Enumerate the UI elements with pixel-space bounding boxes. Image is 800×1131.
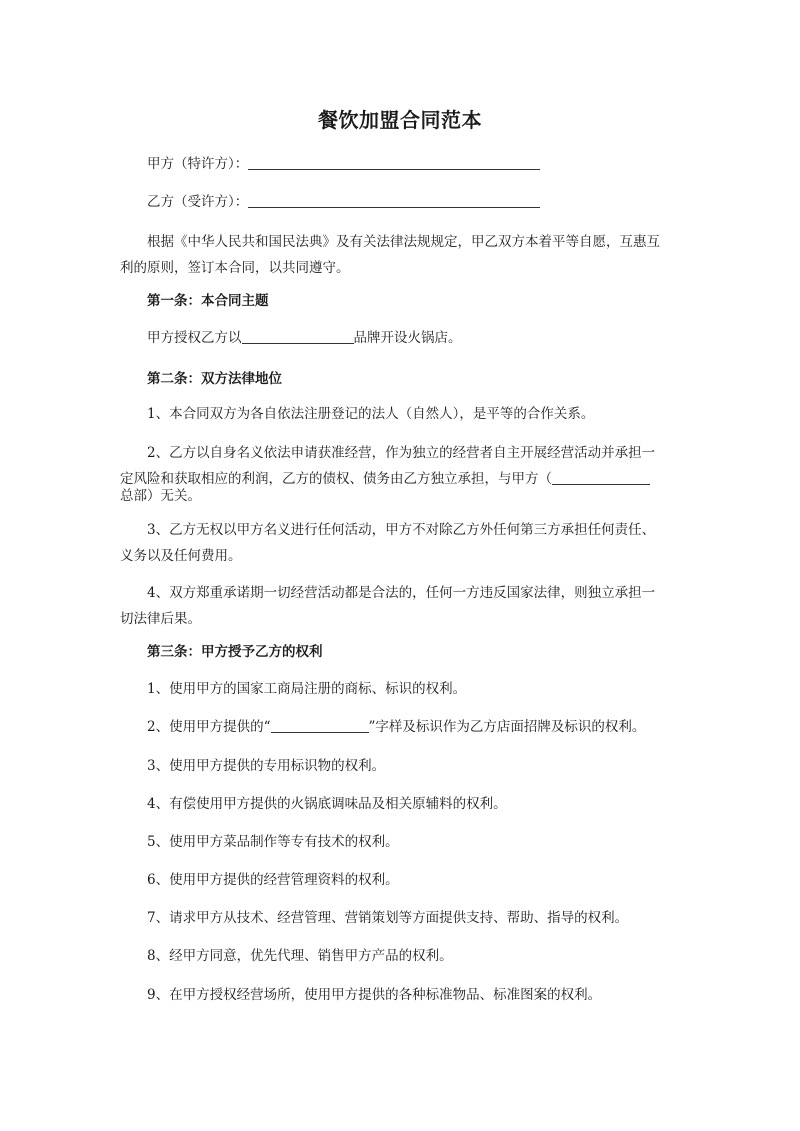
article-2-item-2-line-3: 总部）无关。 (120, 488, 201, 504)
intro-line-2: 利的原则，签订本合同，以共同遵守。 (120, 260, 350, 276)
party-a-label: 甲方（特许方）： (147, 156, 249, 172)
article-3-item-2-before: 2、使用甲方提供的“ (147, 719, 271, 735)
article-3-item-6: 6、使用甲方提供的经营管理资料的权利。 (147, 872, 399, 888)
article-3-item-2-after: ”字样及标识作为乙方店面招牌及标识的权利。 (368, 719, 646, 735)
article-1-heading: 第一条：本合同主题 (147, 293, 269, 309)
party-a-line (120, 151, 717, 177)
article-2-item-3-line-2: 义务以及任何费用。 (120, 548, 242, 564)
article-3-item-5: 5、使用甲方菜品制作等专有技术的权利。 (147, 834, 399, 850)
article-3-item-4: 4、有偿使用甲方提供的火锅底调味品及相关原辅料的权利。 (147, 796, 507, 812)
party-b-label: 乙方（受许方）： (147, 194, 249, 210)
article-3-heading: 第三条：甲方授予乙方的权利 (147, 644, 323, 660)
document-title: 餐饮加盟合同范本 (318, 108, 482, 132)
article-1-text-after: 品牌开设火锅店。 (353, 330, 462, 346)
article-3-item-1: 1、使用甲方的国家工商局注册的商标、标识的权利。 (147, 681, 467, 697)
article-2-item-4-line-2: 切法律后果。 (120, 611, 201, 627)
party-b-line (120, 189, 717, 215)
article-1-text (120, 325, 717, 351)
article-2-item-2-line-2-text: 定风险和获取相应的利润，乙方的债权、债务由乙方独立承担，与甲方（ (120, 471, 552, 487)
article-3-item-3: 3、使用甲方提供的专用标识物的权利。 (147, 758, 386, 774)
article-3-item-8: 8、经甲方同意，优先代理、销售甲方产品的权利。 (147, 948, 453, 964)
article-3-item-7: 7、请求甲方从技术、经营管理、营销策划等方面提供支持、帮助、指导的权利。 (147, 910, 629, 926)
party-b-blank (248, 193, 540, 208)
article-2-item-2-line-1: 2、乙方以自身名义依法申请获准经营，作为独立的经营者自主开展经营活动并承担一 (147, 445, 656, 461)
article-3-item-2 (120, 714, 717, 740)
sign-text-blank (271, 718, 369, 733)
party-a-blank (248, 155, 540, 170)
article-2-item-1: 1、本合同双方为各自依法注册登记的法人（自然人），是平等的合作关系。 (147, 406, 595, 422)
intro-line-1: 根据《中华人民共和国民法典》及有关法律法规规定，甲乙双方本着平等自愿，互惠互 (147, 234, 660, 250)
article-2-heading: 第二条：双方法律地位 (147, 371, 282, 387)
article-2-item-4-line-1: 4、双方郑重承诺期一切经营活动都是合法的，任何一方违反国家法律，则独立承担一 (147, 585, 656, 601)
article-2-item-3-line-1: 3、乙方无权以甲方名义进行任何活动，甲方不对除乙方外任何第三方承担任何责任、 (147, 522, 656, 538)
article-3-item-9: 9、在甲方授权经营场所，使用甲方提供的各种标准物品、标准图案的权利。 (147, 987, 602, 1003)
brand-blank (242, 329, 354, 344)
article-1-text-before: 甲方授权乙方以 (147, 330, 242, 346)
